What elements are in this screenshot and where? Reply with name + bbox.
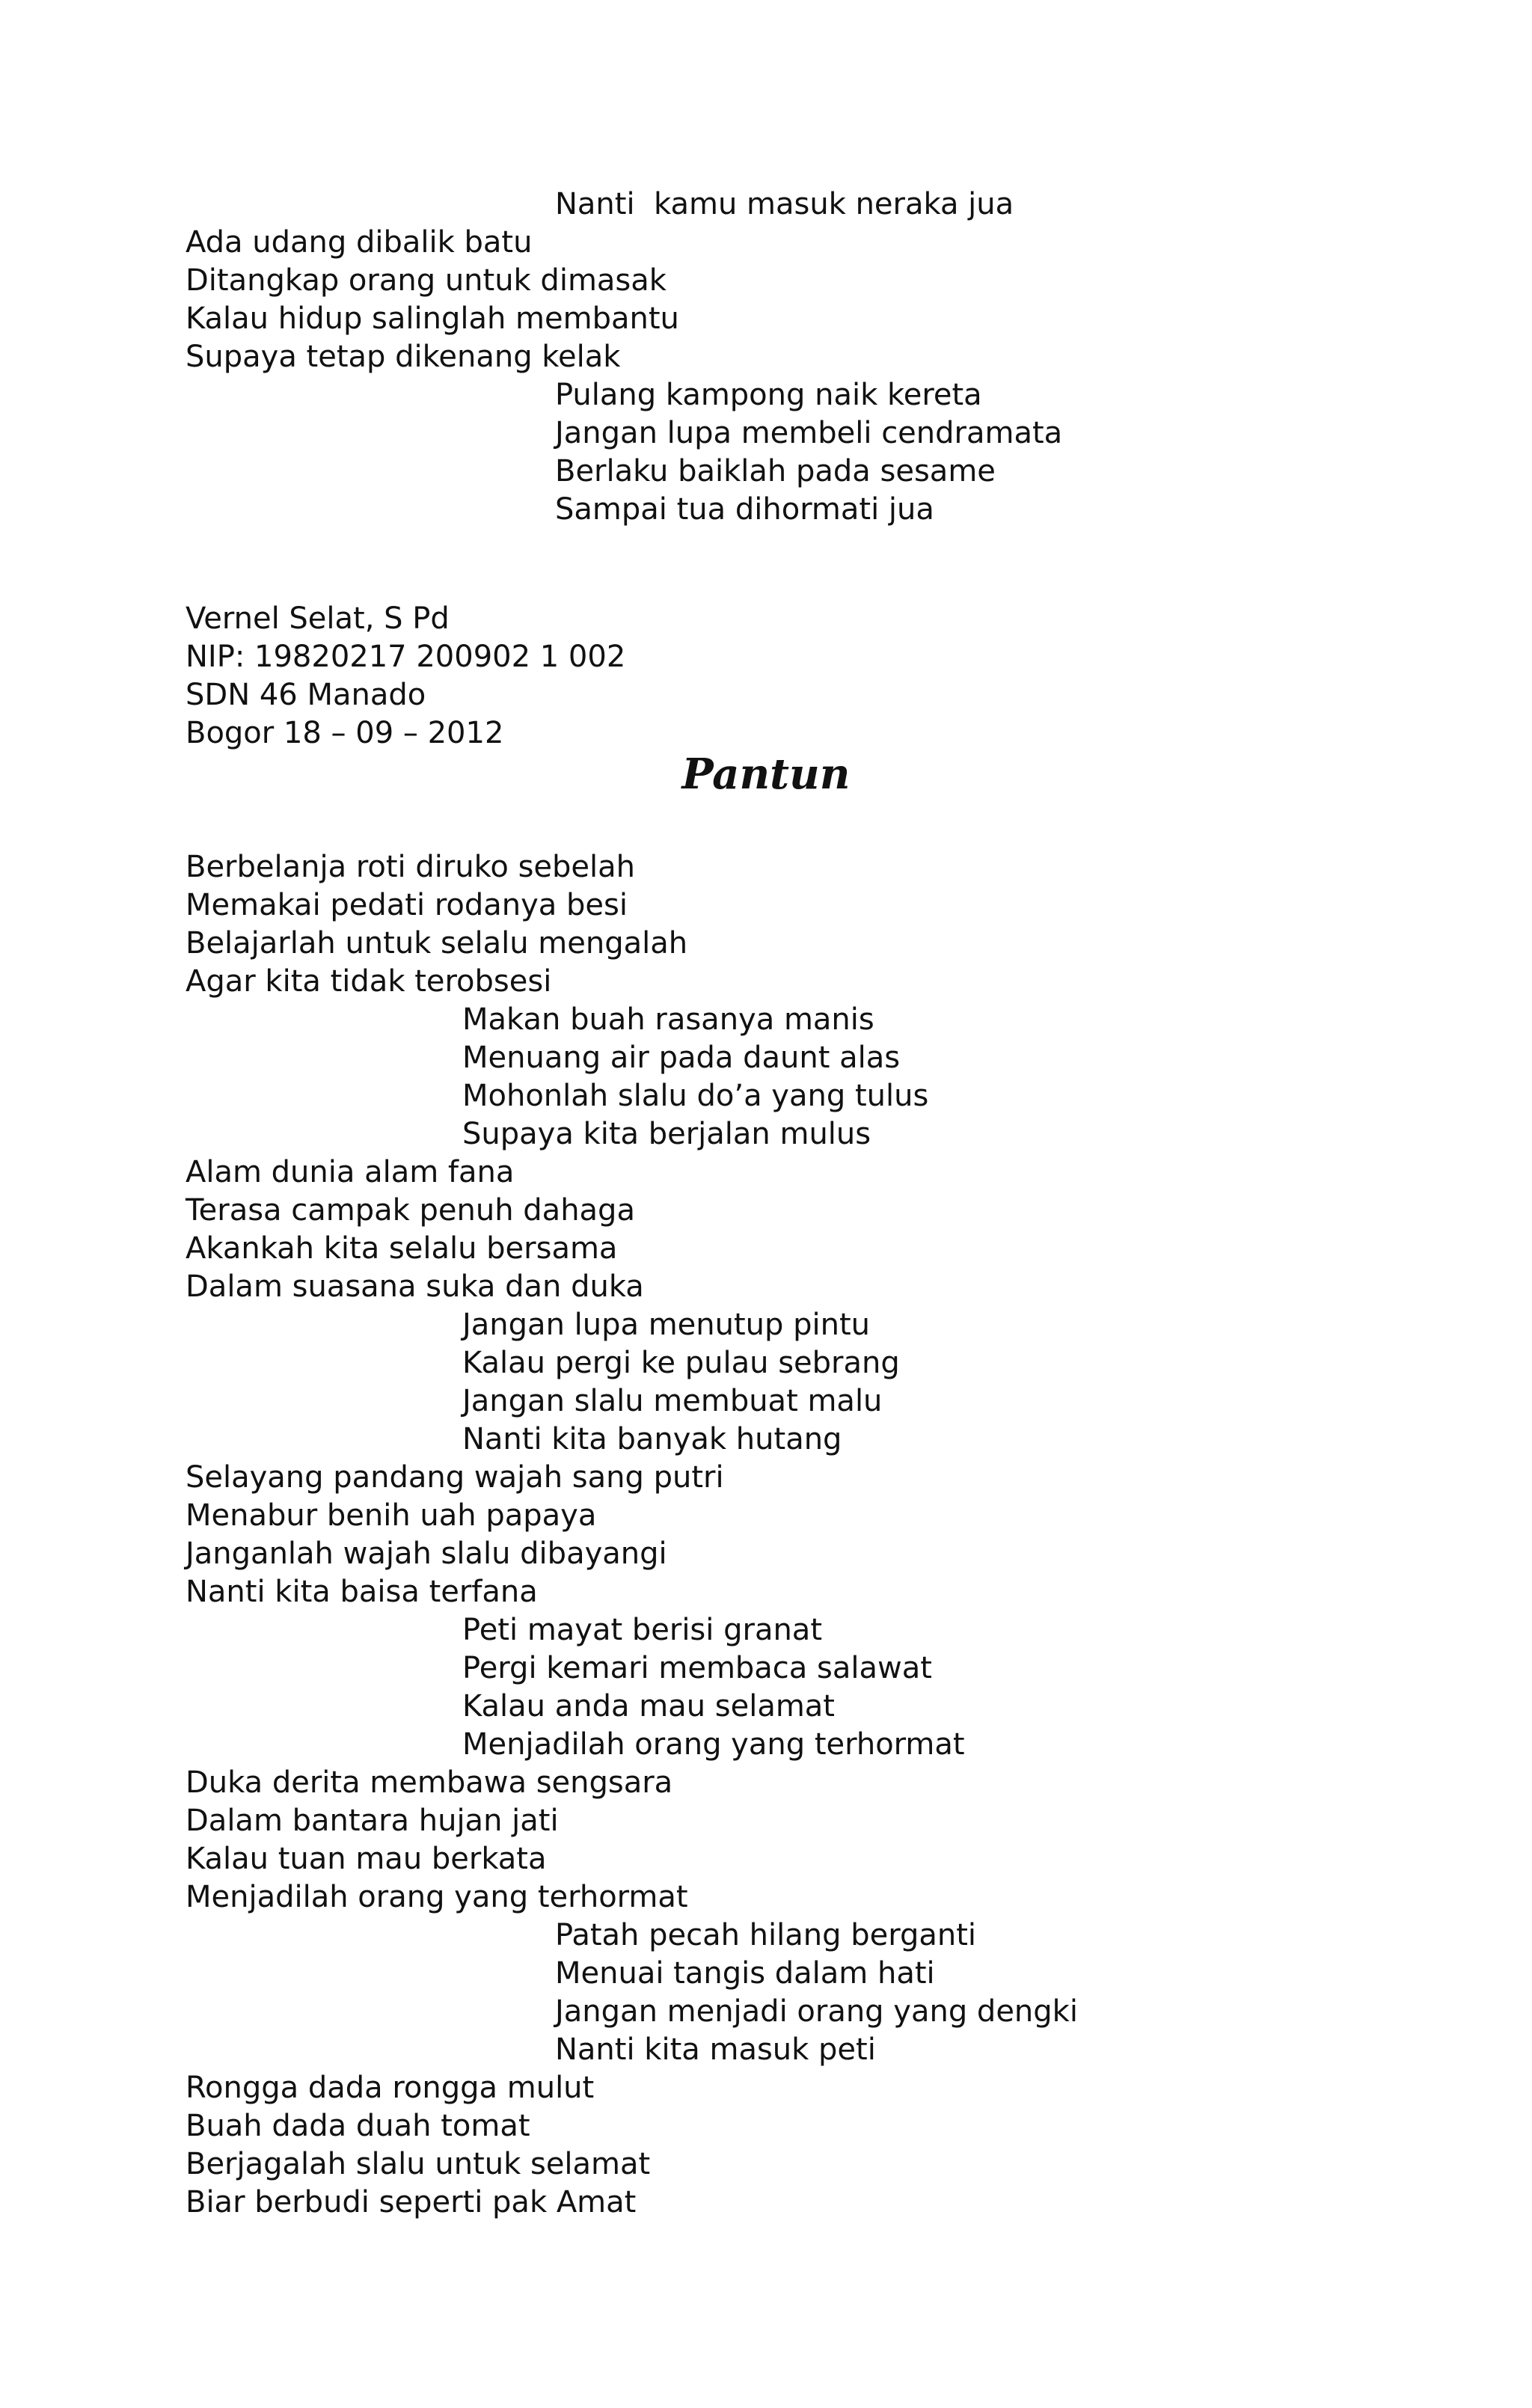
poem-line: Akankah kita selalu bersama [186,1231,618,1266]
author-school: SDN 46 Manado [186,678,426,712]
poem-line: Buah dada duah tomat [186,2109,530,2143]
poem-line: Berlaku baiklah pada sesame [555,454,996,488]
poem-line: Nanti kita banyak hutang [462,1422,842,1456]
poem-line: Supaya kita berjalan mulus [462,1117,871,1151]
poem-line: Menjadilah orang yang terhormat [186,1880,688,1914]
poem-line: Ada udang dibalik batu [186,225,533,260]
poem-line: Nanti kita baisa terfana [186,1575,538,1609]
poem-line: Pulang kampong naik kereta [555,378,982,412]
poem-line: Nanti kita masuk peti [555,2032,876,2067]
poem-line: Menuai tangis dalam hati [555,1956,935,1991]
poem-line: Memakai pedati rodanya besi [186,888,628,922]
poem-line: Jangan slalu membuat malu [462,1384,883,1418]
poem-line: Jangan menjadi orang yang dengki [555,1994,1078,2029]
poem-line: Peti mayat berisi granat [462,1613,822,1647]
poem-line: Pergi kemari membaca salawat [462,1651,932,1685]
poem-line: Menabur benih uah papaya [186,1498,597,1533]
poem-line: Ditangkap orang untuk dimasak [186,263,667,298]
poem-line: Berjagalah slalu untuk selamat [186,2147,651,2181]
poem-line: Biar berbudi seperti pak Amat [186,2185,637,2219]
page-title: Pantun [681,750,851,799]
poem-line: Kalau hidup salinglah membantu [186,301,679,336]
author-nip: NIP: 19820217 200902 1 002 [186,640,626,674]
poem-line: Kalau pergi ke pulau sebrang [462,1346,900,1380]
poem-line: Duka derita membawa sengsara [186,1765,673,1800]
poem-line: Alam dunia alam fana [186,1155,515,1189]
poem-line: Selayang pandang wajah sang putri [186,1460,724,1495]
poem-line: Dalam suasana suka dan duka [186,1269,644,1304]
poem-line: Janganlah wajah slalu dibayangi [186,1537,667,1571]
poem-line: Dalam bantara hujan jati [186,1804,559,1838]
poem-line: Kalau anda mau selamat [462,1689,835,1724]
poem-line: Sampai tua dihormati jua [555,492,934,527]
poem-line: Nanti kamu masuk neraka jua [555,187,1014,221]
poem-line: Agar kita tidak terobsesi [186,964,552,999]
author-name: Vernel Selat, S Pd [186,601,450,636]
poem-line: Berbelanja roti diruko sebelah [186,850,636,884]
poem-line: Makan buah rasanya manis [462,1002,874,1037]
poem-line: Mohonlah slalu do’a yang tulus [462,1079,929,1113]
poem-line: Belajarlah untuk selalu mengalah [186,926,688,961]
poem-line: Kalau tuan mau berkata [186,1842,547,1876]
author-place-date: Bogor 18 – 09 – 2012 [186,716,504,750]
poem-line: Terasa campak penuh dahaga [186,1193,635,1228]
poem-line: Patah pecah hilang berganti [555,1918,977,1952]
poem-line: Menuang air pada daunt alas [462,1041,901,1075]
poem-line: Menjadilah orang yang terhormat [462,1727,965,1762]
poem-line: Jangan lupa menutup pintu [462,1308,871,1342]
poem-line: Jangan lupa membeli cendramata [555,416,1063,450]
poem-line: Rongga dada rongga mulut [186,2071,595,2105]
poem-line: Supaya tetap dikenang kelak [186,340,621,374]
